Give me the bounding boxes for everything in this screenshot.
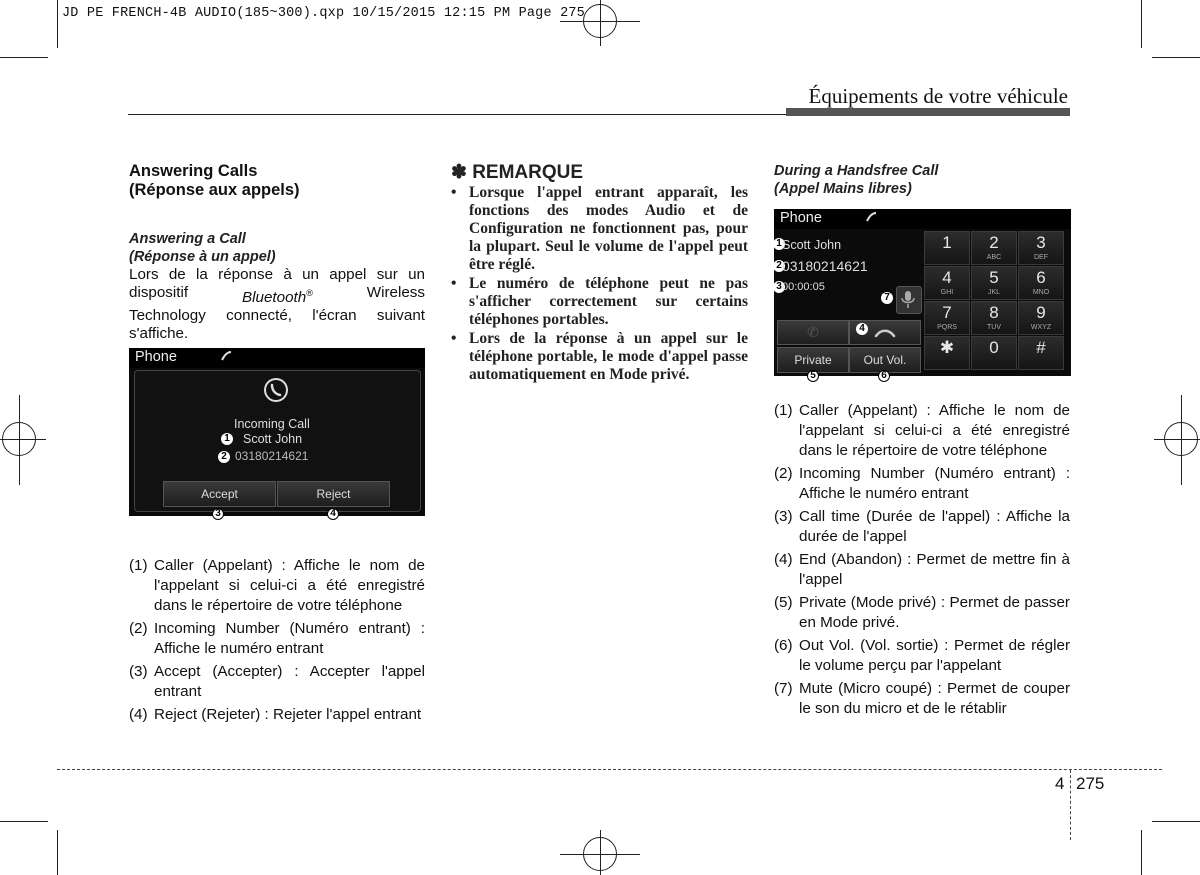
note-symbol-icon: ✽ xyxy=(451,162,467,183)
callout-2: 2 xyxy=(218,451,230,463)
screen-title: Phone xyxy=(135,349,177,365)
crop-mark xyxy=(0,57,48,58)
left-legend-list xyxy=(129,556,425,728)
callout-4: 4 xyxy=(856,323,868,335)
list-item: (1) Caller (Appelant) : Affiche le nom de l'appelant si celui-ci a été enregistré dans le répertoire de votre téléphone xyxy=(129,557,425,614)
file-info: JD PE FRENCH-4B AUDIO(185~300).qxp 10/15/2015 12:15 PM Page 275 xyxy=(62,6,585,21)
section-heading-en: Answering Calls xyxy=(129,162,258,180)
callout-4: 4 xyxy=(327,508,339,520)
keypad-key-7[interactable]: 7 PQRS xyxy=(924,301,970,335)
caller-number: 03180214621 xyxy=(782,258,868,274)
crop-mark xyxy=(0,821,48,822)
list-item: (5) Private (Mode privé) : Permet de passer en Mode privé. xyxy=(774,594,1070,631)
callout-6: 6 xyxy=(878,370,890,382)
list-item: (4) End (Abandon) : Permet de mettre fin à l'appel xyxy=(774,551,1070,588)
keypad-key-hash[interactable]: # xyxy=(1018,336,1064,370)
note-item: • Lorsque l'appel entrant apparaît, les fonctions des modes Audio et de Configuration ne fonctionnent pas, pour la plupart. Seul le volume de l'appel peut être réglé. xyxy=(451,184,748,273)
screen-title: Phone xyxy=(780,210,822,226)
intro-line: Technology connecté, l'écran suivant xyxy=(129,307,425,325)
list-item: (3) Call time (Durée de l'appel) : Affiche la durée de l'appel xyxy=(774,508,1070,545)
callout-3: 3 xyxy=(774,281,785,293)
intro-line-2 xyxy=(129,284,425,307)
right-legend-list xyxy=(774,401,1070,722)
keypad-key-star[interactable]: ✱ xyxy=(924,336,970,370)
incoming-call-screen xyxy=(129,348,425,516)
crop-mark xyxy=(1152,821,1200,822)
caller-number: 03180214621 xyxy=(235,449,309,463)
note-title: ✽ REMARQUE xyxy=(451,162,584,183)
keypad-key-3[interactable]: 3 DEF xyxy=(1018,231,1064,265)
footer-rule xyxy=(57,769,1162,770)
chapter-title: Équipements de votre véhicule xyxy=(808,84,1068,108)
keypad-key-1[interactable]: 1 xyxy=(924,231,970,265)
keypad-key-9[interactable]: 9 WXYZ xyxy=(1018,301,1064,335)
subheading-fr: (Appel Mains libres) xyxy=(774,181,912,197)
private-button[interactable]: Private xyxy=(777,347,849,373)
callout-7: 7 xyxy=(881,292,893,304)
handsfree-call-screen xyxy=(774,209,1071,376)
keypad-key-6[interactable]: 6 MNO xyxy=(1018,266,1064,300)
phone-handset-icon xyxy=(219,349,233,366)
keypad-key-5[interactable]: 5 JKL xyxy=(971,266,1017,300)
intro-line: Lors de la réponse à un appel sur un xyxy=(129,266,425,283)
list-item: (2) Incoming Number (Numéro entrant) : Affiche le numéro entrant xyxy=(129,620,425,657)
list-item: (7) Mute (Micro coupé) : Permet de couper le son du micro et de le rétablir xyxy=(774,680,1070,717)
intro-word: dispositif xyxy=(129,284,189,301)
crop-mark xyxy=(57,830,58,875)
call-time: 00:00:05 xyxy=(782,281,825,293)
intro-line: s'affiche. xyxy=(129,325,189,343)
note-item: • Le numéro de téléphone peut ne pas s'afficher correctement sur certains téléphones portables. xyxy=(451,275,748,328)
keypad-key-2[interactable]: 2 ABC xyxy=(971,231,1017,265)
bluetooth-term: Bluetooth® xyxy=(242,288,313,307)
list-item: (3) Accept (Accepter) : Accepter l'appel entrant xyxy=(129,663,425,700)
crop-mark xyxy=(1152,57,1200,58)
registration-line xyxy=(600,0,601,46)
registration-line xyxy=(0,439,46,440)
crop-mark xyxy=(1141,0,1142,48)
keypad-key-8[interactable]: 8 TUV xyxy=(971,301,1017,335)
note-item: • Lors de la réponse à un appel sur le téléphone portable, le mode d'appel passe automatiquement en Mode privé. xyxy=(451,330,748,383)
left-column xyxy=(129,162,425,343)
right-heading xyxy=(774,162,1070,198)
registration-line xyxy=(600,830,601,875)
subheading-en: Answering a Call xyxy=(129,231,246,247)
registration-line xyxy=(19,395,20,485)
crop-mark xyxy=(57,0,58,48)
end-call-icon xyxy=(873,327,897,339)
page-number: 275 xyxy=(1076,774,1105,793)
incoming-call-label: Incoming Call xyxy=(234,417,310,431)
crop-mark xyxy=(1141,830,1142,875)
title-bar xyxy=(786,108,1070,116)
registration-line xyxy=(560,854,640,855)
callout-5: 5 xyxy=(807,370,819,382)
subheading-en: During a Handsfree Call xyxy=(774,163,939,179)
list-item: (2) Incoming Number (Numéro entrant) : Affiche le numéro entrant xyxy=(774,465,1070,502)
list-item: (1) Caller (Appelant) : Affiche le nom de l'appelant si celui-ci a été enregistré dans le répertoire de votre téléphone xyxy=(774,402,1070,459)
intro-word: Wireless xyxy=(366,284,425,301)
out-vol-button[interactable]: Out Vol. xyxy=(849,347,921,373)
microphone-icon xyxy=(897,287,919,311)
footer-divider xyxy=(1070,770,1071,840)
list-item: (4) Reject (Rejeter) : Rejeter l'appel entrant xyxy=(129,706,422,723)
note-box xyxy=(451,161,748,385)
mute-button[interactable] xyxy=(896,286,922,314)
callout-3: 3 xyxy=(212,508,224,520)
call-button[interactable]: ✆ xyxy=(777,320,849,345)
list-item: (6) Out Vol. (Vol. sortie) : Permet de régler le volume perçu par l'appelant xyxy=(774,637,1070,674)
registration-line xyxy=(560,21,640,22)
keypad-key-4[interactable]: 4 GHI xyxy=(924,266,970,300)
section-heading-fr: (Réponse aux appels) xyxy=(129,181,300,199)
callout-2: 2 xyxy=(774,260,785,272)
callout-1: 1 xyxy=(221,433,233,445)
subheading-fr: (Réponse à un appel) xyxy=(129,249,276,265)
phone-handset-icon xyxy=(864,210,878,227)
accept-button[interactable]: Accept xyxy=(163,481,276,507)
keypad-key-0[interactable]: 0 xyxy=(971,336,1017,370)
phone-icon xyxy=(262,376,290,409)
registration-line xyxy=(1181,395,1182,485)
reject-button[interactable]: Reject xyxy=(277,481,390,507)
caller-name: Scott John xyxy=(243,432,303,446)
registration-line xyxy=(1154,439,1200,440)
chapter-number: 4 xyxy=(1055,774,1065,793)
caller-name: Scott John xyxy=(782,238,842,252)
callout-1: 1 xyxy=(774,238,785,250)
